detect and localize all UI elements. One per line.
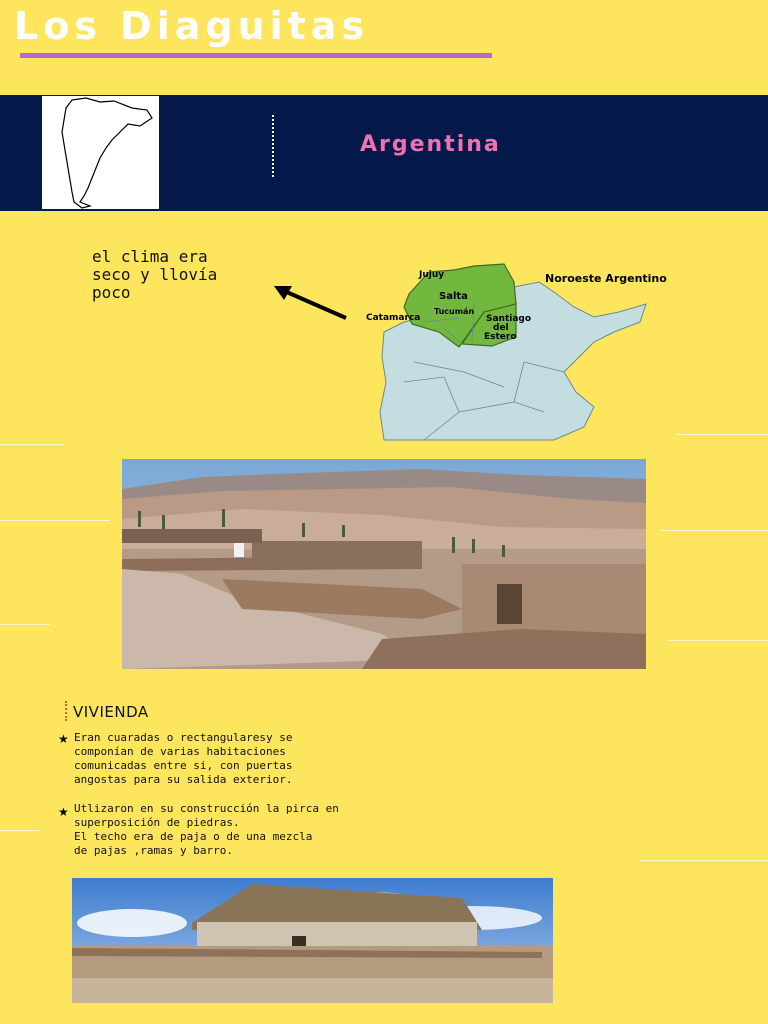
paragraph-2	[74, 802, 454, 858]
climate-line-2: seco y llovía	[92, 265, 218, 284]
map-label-jujuy: Jujuy	[419, 270, 445, 280]
paragraph-1-line: angostas para su salida exterior.	[74, 773, 293, 786]
paragraph-1-line: Eran cuaradas o rectangularesy se	[74, 731, 293, 744]
decor-line	[0, 444, 64, 445]
paragraph-1	[74, 731, 454, 787]
country-label: Argentina	[360, 132, 501, 157]
paragraph-2-line: Utlizaron en su construcción la pirca en	[74, 802, 339, 815]
climate-text	[92, 248, 272, 302]
decor-line	[640, 860, 768, 861]
star-bullet-icon: ★	[58, 805, 69, 819]
house-photo	[72, 878, 553, 1003]
heading-marker	[65, 701, 67, 721]
map-label-salta: Salta	[439, 291, 468, 302]
map-label-catamarca: Catamarca	[366, 313, 421, 323]
argentina-map-icon	[42, 96, 159, 209]
ruins-photo	[122, 459, 646, 669]
title-underline	[20, 53, 492, 58]
decor-line	[668, 640, 768, 641]
divider-dotted	[272, 115, 274, 177]
map-title: Noroeste Argentino	[545, 272, 667, 285]
star-bullet-icon: ★	[58, 732, 69, 746]
map-label-del: del	[493, 323, 509, 333]
decor-line	[0, 624, 50, 625]
paragraph-2-line: superposición de piedras.	[74, 816, 240, 829]
decor-line	[676, 434, 768, 435]
arrow-icon	[272, 282, 350, 322]
map-label-santiago: Santiago	[486, 314, 532, 324]
decor-line	[0, 830, 40, 831]
section-heading: VIVIENDA	[73, 703, 149, 721]
page-title: Los Diaguitas	[14, 4, 370, 48]
decor-line	[660, 530, 768, 531]
climate-line-1: el clima era	[92, 247, 208, 266]
noroeste-region-map	[364, 262, 667, 442]
decor-line	[0, 520, 110, 521]
map-label-tucuman: Tucumán	[434, 307, 475, 316]
climate-line-3: poco	[92, 283, 131, 302]
paragraph-1-line: comunicadas entre si, con puertas	[74, 759, 293, 772]
map-label-estero: Estero	[484, 332, 517, 342]
paragraph-2-line: de pajas ,ramas y barro.	[74, 844, 233, 857]
paragraph-2-line: El techo era de paja o de una mezcla	[74, 830, 313, 843]
paragraph-1-line: componían de varias habitaciones	[74, 745, 286, 758]
